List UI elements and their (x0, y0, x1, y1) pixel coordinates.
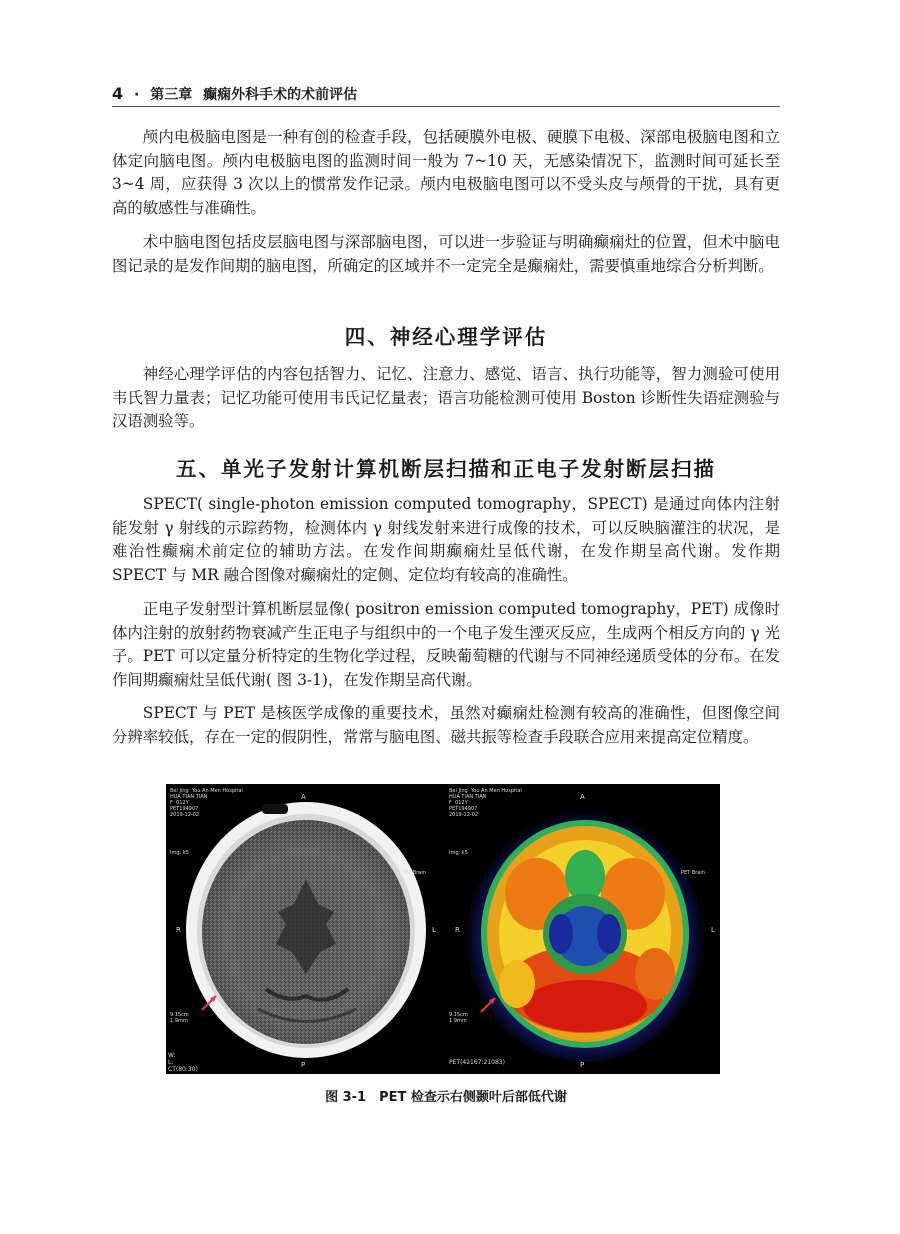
paragraph-intraoperative-eeg: 术中脑电图包括皮层脑电图与深部脑电图，可以进一步验证与明确癫痫灶的位置，但术中脑电图记录的是发作间期的脑电图，所确定的区域并不一定完全是癫痫灶，需要慎重地综合分析判断。 (112, 233, 780, 275)
pet-orient-r: R (455, 926, 460, 934)
ct-orient-p: P (301, 1061, 306, 1069)
pet-orient-p: P (580, 1061, 585, 1069)
paragraph-neuropsych: 神经心理学评估的内容包括智力、记忆、注意力、感觉、语言、执行功能等，智力测验可使用韦氏智力量表；记忆功能可使用韦氏记忆量表；语言功能检测可使用 Boston 诊断性失语症测验与汉语测验等。 (112, 365, 780, 430)
paragraph-spect: SPECT( single-photon emission computed tomography，SPECT) 是通过向体内注射能发射 γ 射线的示踪药物，检测体内 γ 射线发射来进行成像的技术，可以反映脑灌注的状况，是难治性癫痫术前定位的辅助方法。在发作间期癫痫灶呈低代谢，在发作期呈高代谢。发作期 SPECT 与 MR 融合图像对癫痫灶的定侧、定位均有较高的准确性。 (112, 495, 780, 584)
ct-scan-image (166, 784, 441, 1074)
figure-caption: 图 3-1 PET 检查示右侧颞叶后部低代谢 (325, 1090, 567, 1105)
paragraph-pet: 正电子发射型计算机断层显像( positron emission computed tomography，PET) 成像时体内注射的放射药物衰减产生正电子与组织中的一个电子发生湮灭反应，生成两个相反方向的 γ 光子。PET 可以定量分析特定的生物化学过程，反映葡萄糖的代谢与不同神经递质受体的分布。在发作间期癫痫灶呈低代谢( 图 3-1)，在发作期呈高代谢。 (112, 600, 780, 689)
ct-img-label: Img: k5 (170, 850, 189, 856)
pet-orient-l: L (711, 926, 715, 934)
ct-side-label: PET Brain (402, 870, 426, 876)
page-number: 4 (112, 84, 124, 103)
pet-brain-graphic (445, 784, 720, 1074)
header-rule (112, 106, 780, 107)
section-heading-spect-pet: 五、单光子发射计算机断层扫描和正电子发射断层扫描 (176, 457, 716, 481)
running-header (112, 84, 780, 108)
ct-orient-a: A (301, 793, 306, 801)
section-heading-neuropsych: 四、神经心理学评估 (344, 325, 548, 349)
ct-scale: 9.15cm 1.9mm (170, 1012, 189, 1024)
ct-meta: Bei Jing You An Men Hospital HUA TIAN TIAN F 012Y PET194907 2019-12-02 (170, 788, 243, 818)
pet-img-label: Img: k5 (449, 850, 468, 856)
paragraph-spect-pet-summary: SPECT 与 PET 是核医学成像的重要技术，虽然对癫痫灶检测有较高的准确性，但图像空间分辨率较低，存在一定的假阴性，常常与脑电图、磁共振等检查手段联合应用来提高定位精度。 (112, 704, 780, 746)
pet-side-label: PET Brain (681, 870, 705, 876)
chapter-title: 癫痫外科手术的术前评估 (203, 87, 358, 103)
chapter-label: 第三章 (150, 87, 193, 103)
pet-scale: 9.15cm 1.9mm (449, 1012, 468, 1024)
ct-orient-r: R (176, 926, 181, 934)
ct-brain-graphic (166, 784, 441, 1074)
ct-footer: W: L: CT(80:30) (168, 1052, 198, 1073)
pet-scan-image (445, 784, 720, 1074)
pet-orient-a: A (580, 793, 585, 801)
figure-ct-pet (166, 784, 720, 1074)
header-separator: · (134, 87, 140, 103)
pet-meta: Bei Jing You An Men Hospital HUA TIAN TIAN F 012Y PET194907 2019-12-02 (449, 788, 522, 818)
pet-footer: PET(42167:21083) (449, 1059, 505, 1066)
paragraph-intracranial-eeg: 颅内电极脑电图是一种有创的检查手段，包括硬膜外电极、硬膜下电极、深部电极脑电图和立体定向脑电图。颅内电极脑电图的监测时间一般为 7~10 天，无感染情况下，监测时间可延长至 3~4 周，应获得 3 次以上的惯常发作记录。颅内电极脑电图可以不受头皮与颅骨的干扰，具有更高的敏感性与准确性。 (112, 128, 780, 217)
ct-orient-l: L (432, 926, 436, 934)
